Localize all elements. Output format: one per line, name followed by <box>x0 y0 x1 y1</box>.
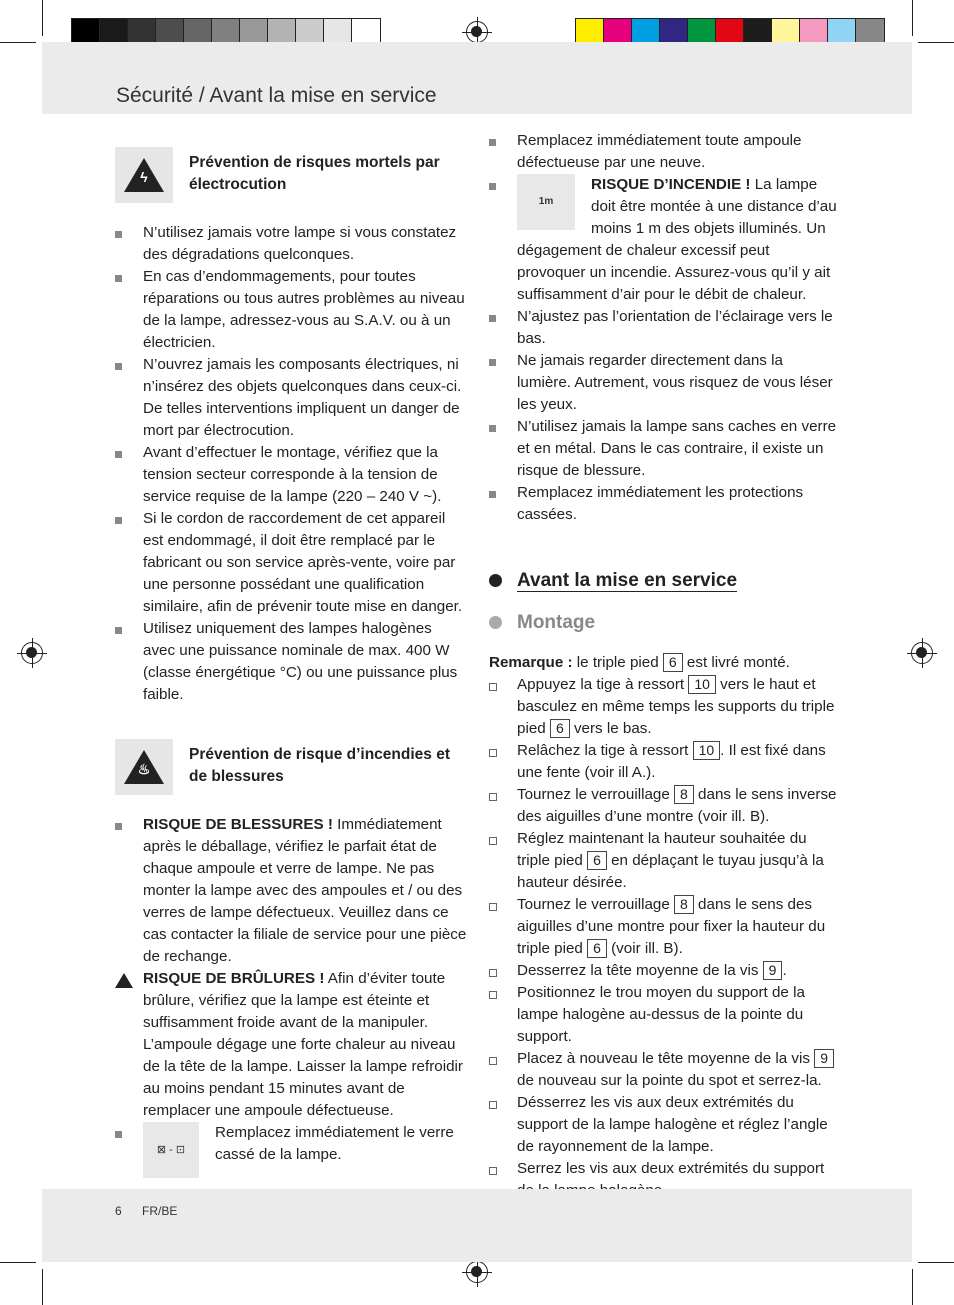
left-column <box>115 140 467 1180</box>
high-voltage-warning-icon: ϟ <box>115 147 173 203</box>
list-item: N’utilisez jamais la lampe sans caches en verre et en métal. Dans le cas contraire, il existe un risque de blessure. <box>489 416 841 482</box>
injury-text: Immédiatement après le déballage, vérifiez le parfait état de chaque ampoule et verre de lampe. Ne pas monter la lampe avec des ampoules et / ou des verres de lampe défectueux. Veuillez dans ce cas contacter la filiale de service pour une pièce de rechange. <box>143 816 467 965</box>
crop-mark <box>912 0 913 36</box>
electrocution-warning <box>115 140 467 204</box>
page-footer <box>42 1189 912 1262</box>
burn-label: RISQUE DE BRÛLURES ! <box>143 970 325 987</box>
part-number: 6 <box>550 719 570 738</box>
part-number: 6 <box>587 851 607 870</box>
list-item: Remplacez immédiatement les protections cassées. <box>489 482 841 526</box>
crop-mark <box>918 42 954 43</box>
safety-list-continued <box>489 130 841 526</box>
part-number: 8 <box>674 895 694 914</box>
part-number: 10 <box>693 741 721 760</box>
list-item: Utilisez uniquement des lampes halogènes avec une puissance nominale de max. 400 W (classe énergétique °C) ou une puissance plus faible. <box>115 618 467 706</box>
burn-text: Afin d’éviter toute brûlure, vérifiez que la lampe est éteinte et suffisamment froide avant de la manipuler. L’ampoule dégage une forte chaleur au niveau de la tête de la lampe. Laisser la lampe refroidir au moins pendant 15 minutes avant de remplacer une ampoule défectueuse. <box>143 970 463 1119</box>
remark <box>489 652 841 674</box>
list-item: Remplacez immédiatement toute ampoule défectueuse par une neuve. <box>489 130 841 174</box>
crop-mark <box>918 1262 954 1263</box>
step-item: Appuyez la tige à ressort 10 vers le haut et basculez en même temps les supports du triple pied 6 vers le bas. <box>489 674 841 740</box>
crop-mark <box>0 42 36 43</box>
remark-label: Remarque : <box>489 654 573 671</box>
page-header <box>42 42 912 114</box>
fire-risk-label: RISQUE D’INCENDIE ! <box>591 176 751 193</box>
step-item: Tournez le verrouillage 8 dans le sens inverse des aiguilles d’une montre (voir ill. B). <box>489 784 841 828</box>
list-item: N’utilisez jamais votre lampe si vous constatez des dégradations quelconques. <box>115 222 467 266</box>
registration-mark-icon <box>466 21 488 43</box>
part-number: 9 <box>763 961 783 980</box>
part-number: 9 <box>814 1049 834 1068</box>
step-item: Réglez maintenant la hauteur souhaitée du triple pied 6 en déplaçant le tuyau jusqu’à la hauteur désirée. <box>489 828 841 894</box>
part-number: 10 <box>688 675 716 694</box>
step-item: Désserrez les vis aux deux extrémités du support de la lampe halogène et réglez l’angle de rayonnement de la lampe. <box>489 1092 841 1158</box>
step-item: Placez à nouveau le tête moyenne de la vis 9 de nouveau sur la pointe du spot et serrez-la. <box>489 1048 841 1092</box>
list-item <box>489 174 841 306</box>
distance-1m-icon <box>517 174 575 230</box>
fire-warning <box>115 732 467 796</box>
remark-text: le triple pied <box>572 654 663 671</box>
right-column <box>489 130 841 1202</box>
part-number: 6 <box>663 653 683 672</box>
assembly-steps <box>489 674 841 1202</box>
warning-title: Prévention de risque d’incendies et de blessures <box>189 746 450 785</box>
distance-label: 1m <box>538 196 554 207</box>
warning-title: Prévention de risques mortels par électrocution <box>189 154 440 193</box>
step-item: Serrez les vis aux deux extrémités du support <box>489 1158 841 1202</box>
list-item <box>115 968 467 1122</box>
bullet-dot-icon <box>489 616 502 629</box>
crop-mark <box>0 1262 36 1263</box>
electrocution-list <box>115 222 467 706</box>
subsection-heading <box>489 610 841 636</box>
registration-mark-icon <box>911 642 933 664</box>
step-item: Desserrez la tête moyenne de la vis 9 . <box>489 960 841 982</box>
list-item <box>115 814 467 968</box>
step-item: Relâchez la tige à ressort 10 . Il est fixé dans une fente (voir ill A.). <box>489 740 841 784</box>
registration-mark-icon <box>466 1261 488 1283</box>
remark-text: est livré monté. <box>682 654 790 671</box>
step-item: Tournez le verrouillage 8 dans le sens des aiguilles d’une montre pour fixer la hauteur du triple pied 6 (voir ill. B). <box>489 894 841 960</box>
broken-glass-icon: ⊠ - ⊡ <box>143 1122 199 1178</box>
fire-risk-text: La lampe doit être montée à une distance d’au moins 1 m des objets illuminés. Un dégagement de chaleur excessif peut provoquer un incendie. Assurez-vous qu’il y ait suffisamment d’air pour le débit de chaleur. <box>517 176 837 303</box>
page-title: Sécurité / Avant la mise en service <box>116 84 437 107</box>
burn-warning-icon <box>115 973 133 988</box>
language-code: FR/BE <box>142 1204 178 1218</box>
crop-mark <box>42 0 43 36</box>
list-item: Avant d’effectuer le montage, vérifiez que la tension secteur corresponde à la tension de service requise de la lampe (220 – 240 V ~). <box>115 442 467 508</box>
section-heading <box>489 568 841 594</box>
bullet-dot-icon <box>489 574 502 587</box>
list-item <box>115 1122 467 1180</box>
fire-list <box>115 814 467 1180</box>
list-item: Si le cordon de raccordement de cet appareil est endommagé, il doit être remplacé par le fabricant ou son service après-vente, voire par une personne possédant une qualification similaire, afin de prévenir toute mise en danger. <box>115 508 467 618</box>
part-number: 6 <box>587 939 607 958</box>
list-item: N’ouvrez jamais les composants électriques, ni n’insérez des objets quelconques dans ceux-ci. De telles interventions impliquent un danger de mort par électrocution. <box>115 354 467 442</box>
step-item: Positionnez le trou moyen du support de la lampe halogène au-dessus de la pointe du support. <box>489 982 841 1048</box>
crop-mark <box>912 1269 913 1305</box>
list-item: Ne jamais regarder directement dans la lumière. Autrement, vous risquez de vous léser les yeux. <box>489 350 841 416</box>
registration-mark-icon <box>21 642 43 664</box>
section-title: Avant la mise en service <box>517 570 738 591</box>
page-number: 6 <box>115 1204 122 1218</box>
list-item: N’ajustez pas l’orientation de l’éclairage vers le bas. <box>489 306 841 350</box>
fire-warning-icon: ♨ <box>115 739 173 795</box>
crop-mark <box>42 1269 43 1305</box>
injury-label: RISQUE DE BLESSURES ! <box>143 816 333 833</box>
glass-text: Remplacez immédiatement le verre cassé de la lampe. <box>215 1124 454 1163</box>
part-number: 8 <box>674 785 694 804</box>
list-item: En cas d’endommagements, pour toutes réparations ou tous autres problèmes au niveau de la lampe, adressez-vous au S.A.V. ou à un électricien. <box>115 266 467 354</box>
subsection-title: Montage <box>517 612 596 633</box>
